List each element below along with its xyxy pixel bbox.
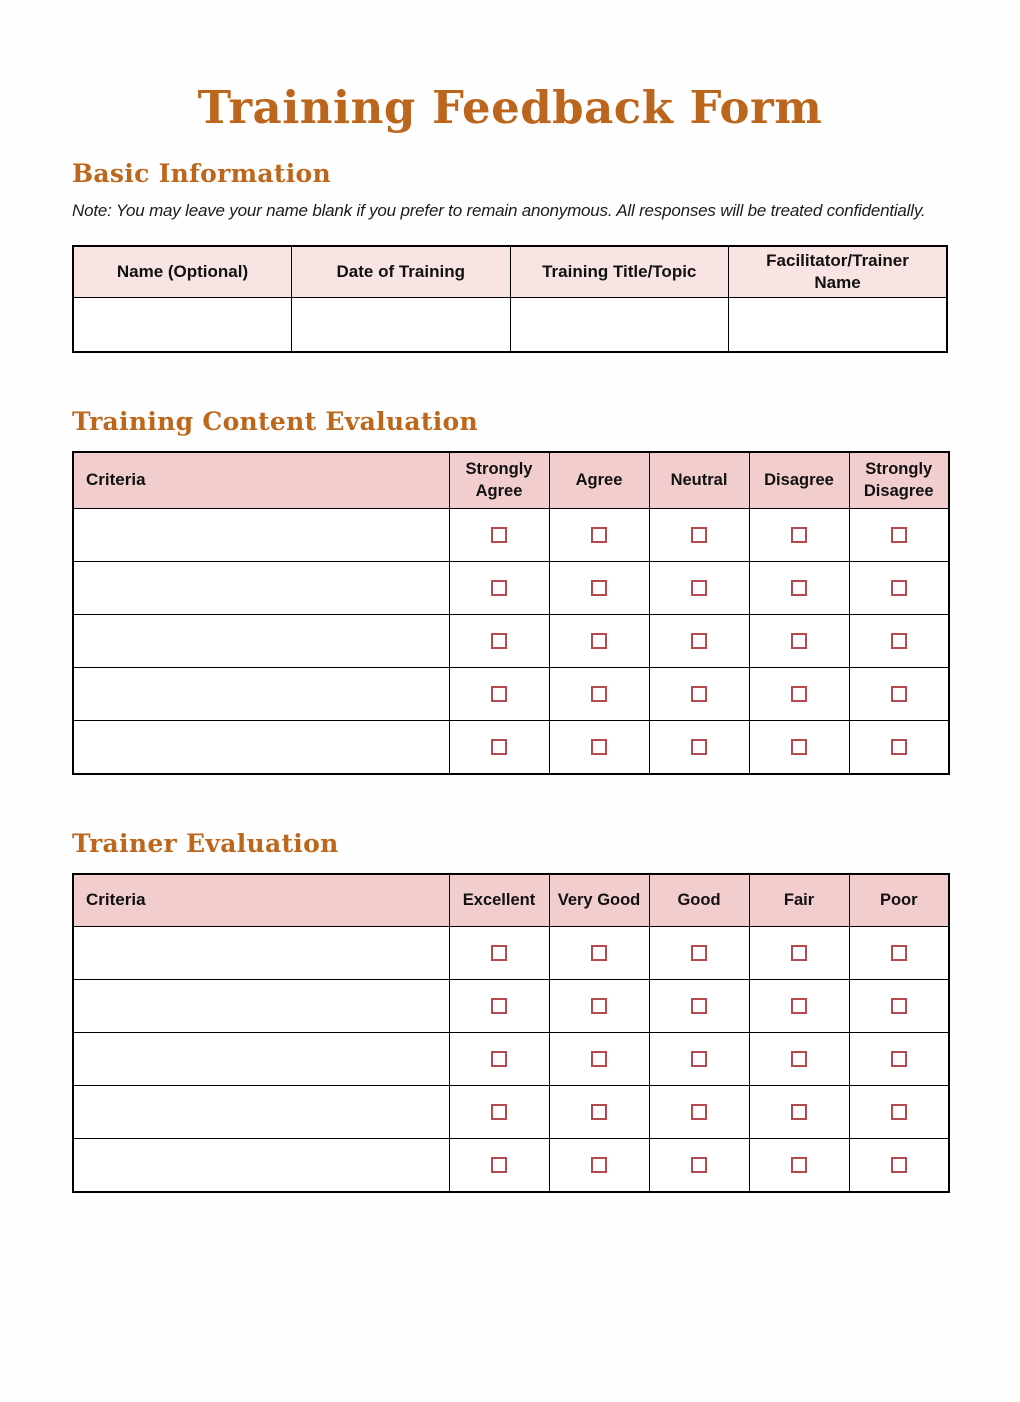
checkbox[interactable] <box>691 580 707 596</box>
checkbox[interactable] <box>891 686 907 702</box>
checkbox-cell <box>649 509 749 562</box>
checkbox-cell <box>849 1086 949 1139</box>
criteria-cell[interactable] <box>73 721 449 774</box>
checkbox[interactable] <box>791 945 807 961</box>
checkbox-cell <box>649 615 749 668</box>
option-header-disagree: Disagree <box>749 452 849 509</box>
checkbox-cell <box>749 927 849 980</box>
checkbox-cell <box>649 668 749 721</box>
checkbox-cell <box>749 509 849 562</box>
checkbox[interactable] <box>491 1051 507 1067</box>
basic-info-entry-row <box>73 298 947 352</box>
criteria-cell[interactable] <box>73 927 449 980</box>
option-header-fair: Fair <box>749 874 849 927</box>
checkbox-cell <box>749 980 849 1033</box>
checkbox[interactable] <box>791 580 807 596</box>
trainer-evaluation-table <box>72 873 950 1193</box>
header-cell-topic: Training Title/Topic <box>510 246 729 298</box>
checkbox-cell <box>549 927 649 980</box>
checkbox[interactable] <box>691 739 707 755</box>
page-title: Training Feedback Form <box>197 81 823 134</box>
option-header-poor: Poor <box>849 874 949 927</box>
basic-info-header-row <box>73 246 947 298</box>
document-page <box>0 82 1020 1402</box>
checkbox[interactable] <box>891 527 907 543</box>
checkbox-cell <box>749 721 849 774</box>
checkbox[interactable] <box>591 739 607 755</box>
checkbox-cell <box>649 980 749 1033</box>
option-header-neutral: Neutral <box>649 452 749 509</box>
checkbox-cell <box>649 1033 749 1086</box>
checkbox-cell <box>449 1086 549 1139</box>
criteria-cell[interactable] <box>73 668 449 721</box>
checkbox[interactable] <box>491 998 507 1014</box>
checkbox[interactable] <box>691 1104 707 1120</box>
date-input-cell[interactable] <box>292 298 511 352</box>
checkbox-cell <box>449 1033 549 1086</box>
checkbox-cell <box>649 1139 749 1192</box>
checkbox[interactable] <box>491 945 507 961</box>
topic-input-cell[interactable] <box>510 298 729 352</box>
checkbox-cell <box>549 1033 649 1086</box>
checkbox[interactable] <box>791 739 807 755</box>
table-row <box>73 980 949 1033</box>
table-row <box>73 1033 949 1086</box>
criteria-cell[interactable] <box>73 1139 449 1192</box>
header-cell-facilitator: Facilitator/Trainer Name <box>729 246 948 298</box>
checkbox-cell <box>849 980 949 1033</box>
checkbox[interactable] <box>691 998 707 1014</box>
checkbox[interactable] <box>591 945 607 961</box>
header-cell-date: Date of Training <box>292 246 511 298</box>
checkbox[interactable] <box>791 1157 807 1173</box>
criteria-cell[interactable] <box>73 1033 449 1086</box>
checkbox[interactable] <box>691 1157 707 1173</box>
checkbox-cell <box>849 562 949 615</box>
checkbox[interactable] <box>591 1051 607 1067</box>
checkbox-cell <box>849 721 949 774</box>
checkbox-cell <box>849 668 949 721</box>
checkbox[interactable] <box>891 1104 907 1120</box>
criteria-header-cell: Criteria <box>73 452 449 509</box>
content-eval-header-row <box>73 452 949 509</box>
checkbox-cell <box>749 615 849 668</box>
option-header-very-good: Very Good <box>549 874 649 927</box>
checkbox[interactable] <box>691 945 707 961</box>
table-row <box>73 668 949 721</box>
checkbox-cell <box>549 721 649 774</box>
content-evaluation-table <box>72 451 950 775</box>
checkbox-cell <box>449 980 549 1033</box>
checkbox-cell <box>449 721 549 774</box>
checkbox[interactable] <box>791 527 807 543</box>
checkbox-cell <box>649 721 749 774</box>
facilitator-input-cell[interactable] <box>729 298 948 352</box>
checkbox[interactable] <box>891 1051 907 1067</box>
name-input-cell[interactable] <box>73 298 292 352</box>
basic-info-table <box>72 245 948 353</box>
checkbox[interactable] <box>591 686 607 702</box>
criteria-cell[interactable] <box>73 615 449 668</box>
checkbox-cell <box>549 1086 649 1139</box>
checkbox-cell <box>649 562 749 615</box>
checkbox-cell <box>649 1086 749 1139</box>
checkbox-cell <box>549 1139 649 1192</box>
checkbox-cell <box>849 1033 949 1086</box>
checkbox[interactable] <box>691 527 707 543</box>
checkbox-cell <box>849 509 949 562</box>
option-header-excellent: Excellent <box>449 874 549 927</box>
checkbox[interactable] <box>691 686 707 702</box>
checkbox[interactable] <box>491 580 507 596</box>
table-row <box>73 721 949 774</box>
checkbox-cell <box>749 1139 849 1192</box>
checkbox[interactable] <box>891 580 907 596</box>
section-heading-trainer-evaluation: Trainer Evaluation <box>72 828 339 858</box>
checkbox-cell <box>549 615 649 668</box>
checkbox-cell <box>749 562 849 615</box>
section-heading-content-evaluation: Training Content Evaluation <box>72 406 478 436</box>
checkbox-cell <box>449 1139 549 1192</box>
checkbox[interactable] <box>591 1104 607 1120</box>
checkbox-cell <box>749 1086 849 1139</box>
anonymity-note: Note: You may leave your name blank if you prefer to remain anonymous. All responses will be treated confidentially. <box>72 200 926 220</box>
checkbox[interactable] <box>491 1157 507 1173</box>
checkbox-cell <box>849 615 949 668</box>
checkbox-cell <box>749 668 849 721</box>
table-row <box>73 615 949 668</box>
checkbox[interactable] <box>591 527 607 543</box>
checkbox-cell <box>649 927 749 980</box>
checkbox-cell <box>549 980 649 1033</box>
checkbox-cell <box>549 509 649 562</box>
checkbox-cell <box>449 509 549 562</box>
option-header-good: Good <box>649 874 749 927</box>
checkbox-cell <box>449 668 549 721</box>
table-row <box>73 562 949 615</box>
section-heading-basic-information: Basic Information <box>72 158 331 188</box>
checkbox[interactable] <box>891 633 907 649</box>
checkbox[interactable] <box>791 633 807 649</box>
checkbox[interactable] <box>791 998 807 1014</box>
checkbox[interactable] <box>891 945 907 961</box>
checkbox[interactable] <box>891 998 907 1014</box>
option-header-strongly-disagree: Strongly Disagree <box>849 452 949 509</box>
criteria-cell[interactable] <box>73 1086 449 1139</box>
criteria-cell[interactable] <box>73 980 449 1033</box>
criteria-header-cell: Criteria <box>73 874 449 927</box>
option-header-strongly-agree: Strongly Agree <box>449 452 549 509</box>
checkbox[interactable] <box>591 998 607 1014</box>
checkbox-cell <box>449 562 549 615</box>
checkbox-cell <box>749 1033 849 1086</box>
checkbox-cell <box>849 927 949 980</box>
criteria-cell[interactable] <box>73 562 449 615</box>
checkbox[interactable] <box>491 527 507 543</box>
table-row <box>73 927 949 980</box>
criteria-cell[interactable] <box>73 509 449 562</box>
header-cell-name: Name (Optional) <box>73 246 292 298</box>
checkbox[interactable] <box>591 580 607 596</box>
option-header-agree: Agree <box>549 452 649 509</box>
checkbox[interactable] <box>791 1104 807 1120</box>
table-row <box>73 1139 949 1192</box>
checkbox-cell <box>449 927 549 980</box>
checkbox-cell <box>549 562 649 615</box>
checkbox[interactable] <box>891 739 907 755</box>
checkbox[interactable] <box>491 633 507 649</box>
checkbox[interactable] <box>691 1051 707 1067</box>
checkbox[interactable] <box>791 1051 807 1067</box>
checkbox[interactable] <box>591 633 607 649</box>
table-row <box>73 1086 949 1139</box>
checkbox-cell <box>849 1139 949 1192</box>
checkbox-cell <box>449 615 549 668</box>
checkbox[interactable] <box>491 739 507 755</box>
table-row <box>73 509 949 562</box>
checkbox[interactable] <box>491 686 507 702</box>
checkbox[interactable] <box>691 633 707 649</box>
checkbox[interactable] <box>791 686 807 702</box>
trainer-eval-header-row <box>73 874 949 927</box>
checkbox[interactable] <box>491 1104 507 1120</box>
checkbox[interactable] <box>591 1157 607 1173</box>
checkbox[interactable] <box>891 1157 907 1173</box>
checkbox-cell <box>549 668 649 721</box>
